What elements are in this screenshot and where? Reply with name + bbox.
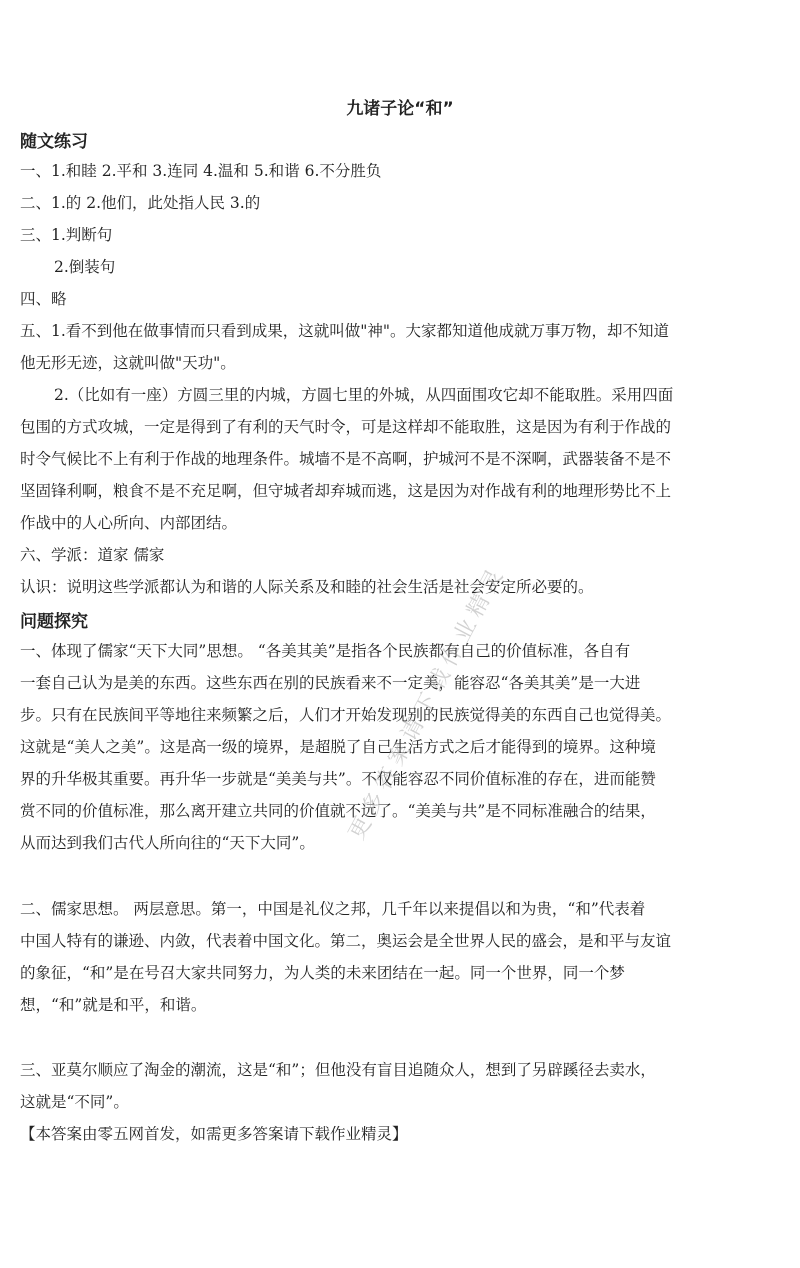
answer-line: 六、学派：道家 儒家 — [20, 546, 165, 564]
answer-line: 中国人特有的谦逊、内敛，代表着中国文化。第二，奥运会是全世界人民的盛会，是和平与友谊 — [20, 932, 672, 950]
answer-line: 一、1.和睦 2.平和 3.连同 4.温和 5.和谐 6.不分胜负 — [20, 162, 382, 180]
answer-line: 一、体现了儒家“天下大同”思想。 “各美其美”是指各个民族都有自己的价值标准，各自有 — [20, 642, 631, 660]
answer-line: 2.倒装句 — [54, 258, 116, 276]
footer-note: 【本答案由零五网首发，如需更多答案请下载作业精灵】 — [20, 1125, 408, 1143]
answer-line: 认识：说明这些学派都认为和谐的人际关系及和睦的社会生活是社会安定所必要的。 — [20, 578, 594, 596]
answer-line: 步。只有在民族间平等地往来频繁之后，人们才开始发现别的民族觉得美的东西自己也觉得美。 — [20, 706, 672, 724]
answer-line: 四、略 — [20, 290, 67, 308]
answer-line: 这就是“不同”。 — [20, 1093, 129, 1111]
answer-line: 的象征，“和”是在号召大家共同努力，为人类的未来团结在一起。同一个世界，同一个梦 — [20, 964, 625, 982]
answer-line: 一套自己认为是美的东西。这些东西在别的民族看来不一定美，能容忍“各美其美”是一大进 — [20, 674, 641, 692]
answer-line: 三、1.判断句 — [20, 226, 113, 244]
section-heading-exercises: 随文练习 — [20, 132, 88, 152]
answer-line: 作战中的人心所向、内部团结。 — [20, 514, 238, 532]
answer-line: 从而达到我们古代人所向往的“天下大同”。 — [20, 834, 315, 852]
answer-line: 界的升华极其重要。再升华一步就是“美美与共”。不仅能容忍不同价值标准的存在，进而能赞 — [20, 770, 656, 788]
answer-line: 二、儒家思想。 两层意思。第一，中国是礼仪之邦，几千年以来提倡以和为贵，“和”代表着 — [20, 900, 646, 918]
page-title: 九诸子论“和” — [346, 99, 454, 119]
answer-line: 坚固锋利啊，粮食不是不充足啊，但守城者却弃城而逃，这是因为对作战有利的地理形势比不上 — [20, 482, 672, 500]
answer-line: 这就是“美人之美”。这是高一级的境界，是超脱了自己生活方式之后才能得到的境界。这种境 — [20, 738, 656, 756]
answer-line: 赏不同的价值标准，那么离开建立共同的价值就不远了。“美美与共”是不同标准融合的结果， — [20, 802, 656, 820]
answer-line: 三、亚莫尔顺应了淘金的潮流，这是“和”；但他没有盲目追随众人，想到了另辟蹊径去卖水， — [20, 1061, 656, 1079]
answer-line: 包围的方式攻城，一定是得到了有利的天气时令，可是这样却不能取胜，这是因为有利于作战的 — [20, 418, 672, 436]
answer-line: 五、1.看不到他在做事情而只看到成果，这就叫做"神"。大家都知道他成就万事万物，却不知道 — [20, 322, 670, 340]
watermark: 更多答案请下载作业精灵 — [344, 560, 512, 845]
answer-line: 二、1.的 2.他们，此处指人民 3.的 — [20, 194, 261, 212]
answer-line: 他无形无迹，这就叫做"天功"。 — [20, 354, 236, 372]
answer-line: 想，“和”就是和平，和谐。 — [20, 996, 207, 1014]
answer-line: 时令气候比不上有利于作战的地理条件。城墙不是不高啊，护城河不是不深啊，武器装备不是不 — [20, 450, 672, 468]
answer-line: 2.（比如有一座）方圆三里的内城，方圆七里的外城，从四面围攻它却不能取胜。采用四面 — [54, 386, 674, 404]
section-heading-inquiry: 问题探究 — [20, 612, 88, 632]
